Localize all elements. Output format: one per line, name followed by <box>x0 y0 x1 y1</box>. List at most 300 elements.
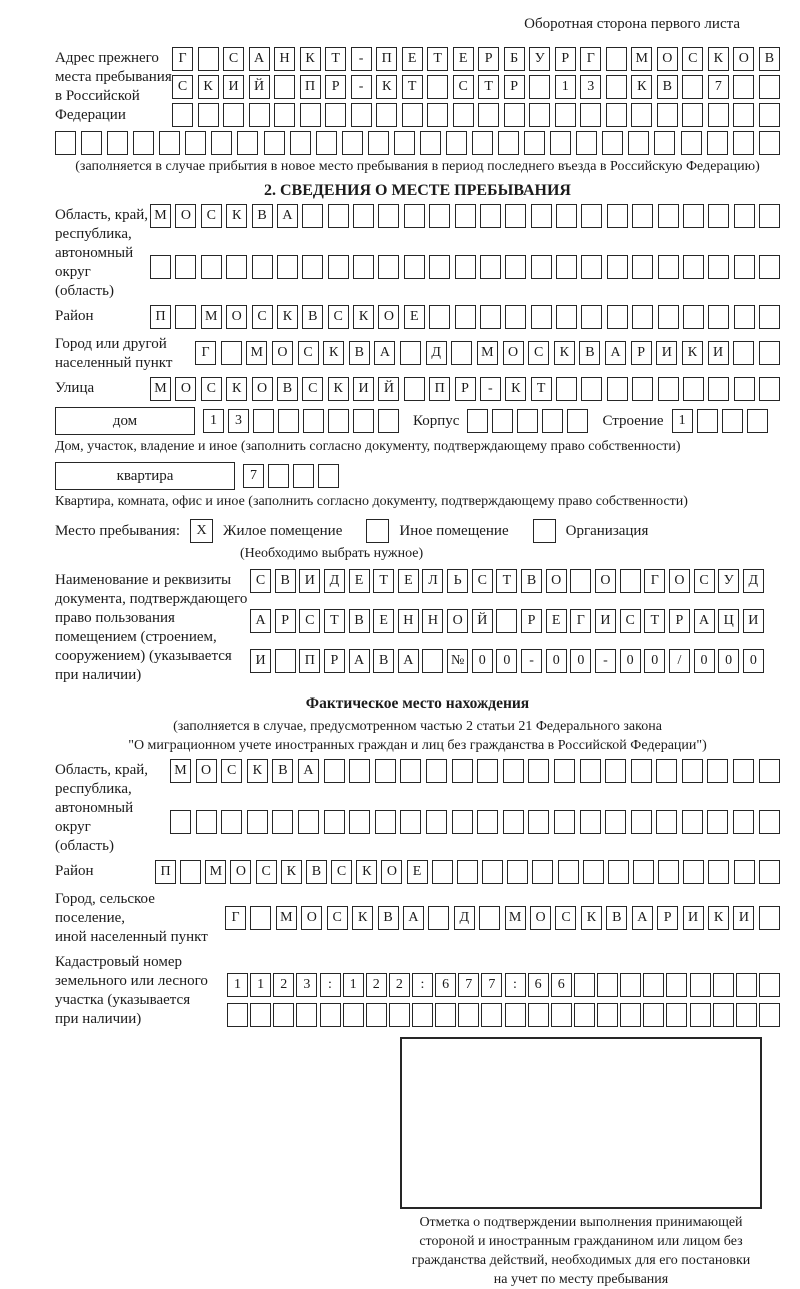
char-cell[interactable] <box>478 103 499 127</box>
char-cell[interactable] <box>296 1003 317 1027</box>
char-cell[interactable] <box>150 255 171 279</box>
char-cell[interactable]: К <box>323 341 344 365</box>
char-cell[interactable]: Т <box>402 75 423 99</box>
char-cell[interactable]: 0 <box>472 649 493 673</box>
char-cell[interactable]: М <box>477 341 498 365</box>
char-cell[interactable] <box>607 305 628 329</box>
char-cell[interactable]: В <box>759 47 780 71</box>
char-cell[interactable]: Е <box>373 609 394 633</box>
char-cell[interactable]: С <box>256 860 277 884</box>
char-cell[interactable] <box>531 305 552 329</box>
char-cell[interactable]: В <box>277 377 298 401</box>
char-cell[interactable] <box>683 860 704 884</box>
char-cell[interactable]: М <box>201 305 222 329</box>
char-cell[interactable]: И <box>708 341 729 365</box>
char-cell[interactable]: И <box>656 341 677 365</box>
char-cell[interactable]: К <box>505 377 526 401</box>
char-cell[interactable] <box>170 810 191 834</box>
char-cell[interactable] <box>455 204 476 228</box>
char-cell[interactable]: Р <box>324 649 345 673</box>
char-cell[interactable]: К <box>300 47 321 71</box>
char-cell[interactable] <box>302 255 323 279</box>
char-cell[interactable] <box>300 103 321 127</box>
char-cell[interactable] <box>631 759 652 783</box>
char-cell[interactable]: 7 <box>243 464 264 488</box>
char-cell[interactable]: О <box>226 305 247 329</box>
char-cell[interactable] <box>198 47 219 71</box>
char-cell[interactable] <box>290 131 311 155</box>
char-cell[interactable]: У <box>718 569 739 593</box>
char-cell[interactable]: Н <box>398 609 419 633</box>
char-cell[interactable] <box>320 1003 341 1027</box>
char-cell[interactable] <box>556 377 577 401</box>
char-cell[interactable] <box>759 341 780 365</box>
char-cell[interactable] <box>455 305 476 329</box>
char-cell[interactable]: О <box>530 906 551 930</box>
char-cell[interactable]: К <box>682 341 703 365</box>
char-cell[interactable]: П <box>376 47 397 71</box>
char-cell[interactable] <box>759 759 780 783</box>
char-cell[interactable]: 0 <box>644 649 665 673</box>
char-cell[interactable]: С <box>327 906 348 930</box>
char-cell[interactable] <box>504 103 525 127</box>
char-cell[interactable] <box>574 973 595 997</box>
char-cell[interactable]: О <box>595 569 616 593</box>
char-cell[interactable] <box>620 973 641 997</box>
char-cell[interactable]: 6 <box>528 973 549 997</box>
char-cell[interactable]: 3 <box>228 409 249 433</box>
char-cell[interactable] <box>734 204 755 228</box>
char-cell[interactable] <box>736 973 757 997</box>
char-cell[interactable] <box>268 464 289 488</box>
char-cell[interactable] <box>597 973 618 997</box>
char-cell[interactable] <box>643 973 664 997</box>
char-cell[interactable]: С <box>694 569 715 593</box>
char-cell[interactable]: Р <box>478 47 499 71</box>
char-cell[interactable] <box>570 569 591 593</box>
char-cell[interactable] <box>697 409 718 433</box>
char-cell[interactable]: 0 <box>743 649 764 673</box>
char-cell[interactable]: В <box>378 906 399 930</box>
char-cell[interactable] <box>426 759 447 783</box>
char-cell[interactable] <box>505 1003 526 1027</box>
char-cell[interactable]: К <box>352 906 373 930</box>
char-cell[interactable] <box>532 860 553 884</box>
char-cell[interactable]: И <box>223 75 244 99</box>
char-cell[interactable] <box>455 255 476 279</box>
char-cell[interactable]: С <box>472 569 493 593</box>
char-cell[interactable] <box>375 810 396 834</box>
char-cell[interactable] <box>211 131 232 155</box>
char-cell[interactable]: О <box>546 569 567 593</box>
char-cell[interactable]: Г <box>570 609 591 633</box>
char-cell[interactable]: М <box>205 860 226 884</box>
char-cell[interactable] <box>722 409 743 433</box>
char-cell[interactable] <box>429 255 450 279</box>
char-cell[interactable] <box>605 759 626 783</box>
char-cell[interactable]: Л <box>422 569 443 593</box>
char-cell[interactable]: 2 <box>273 973 294 997</box>
char-cell[interactable] <box>666 1003 687 1027</box>
char-cell[interactable]: С <box>682 47 703 71</box>
char-cell[interactable] <box>707 810 728 834</box>
char-cell[interactable] <box>682 759 703 783</box>
char-cell[interactable] <box>759 131 780 155</box>
char-cell[interactable] <box>426 810 447 834</box>
char-cell[interactable]: Д <box>324 569 345 593</box>
char-cell[interactable] <box>733 759 754 783</box>
char-cell[interactable]: Т <box>478 75 499 99</box>
char-cell[interactable] <box>656 810 677 834</box>
char-cell[interactable] <box>400 759 421 783</box>
char-cell[interactable]: / <box>669 649 690 673</box>
char-cell[interactable] <box>368 131 389 155</box>
char-cell[interactable]: К <box>631 75 652 99</box>
char-cell[interactable]: - <box>351 75 372 99</box>
char-cell[interactable] <box>554 759 575 783</box>
char-cell[interactable] <box>580 810 601 834</box>
char-cell[interactable] <box>429 204 450 228</box>
char-cell[interactable] <box>394 131 415 155</box>
char-cell[interactable] <box>376 103 397 127</box>
char-cell[interactable] <box>428 906 449 930</box>
char-cell[interactable]: О <box>381 860 402 884</box>
char-cell[interactable] <box>175 305 196 329</box>
char-cell[interactable]: О <box>669 569 690 593</box>
char-cell[interactable]: Е <box>404 305 425 329</box>
char-cell[interactable] <box>658 204 679 228</box>
char-cell[interactable]: - <box>480 377 501 401</box>
char-cell[interactable] <box>556 305 577 329</box>
char-cell[interactable]: О <box>196 759 217 783</box>
char-cell[interactable] <box>452 810 473 834</box>
char-cell[interactable] <box>606 75 627 99</box>
char-cell[interactable]: У <box>529 47 550 71</box>
char-cell[interactable]: В <box>252 204 273 228</box>
stay-option-residential-checkbox[interactable]: X <box>190 519 213 543</box>
char-cell[interactable] <box>606 47 627 71</box>
char-cell[interactable]: - <box>521 649 542 673</box>
char-cell[interactable] <box>264 131 285 155</box>
char-cell[interactable] <box>736 1003 757 1027</box>
char-cell[interactable]: К <box>581 906 602 930</box>
char-cell[interactable]: Б <box>504 47 525 71</box>
char-cell[interactable]: Й <box>472 609 493 633</box>
char-cell[interactable]: Н <box>274 47 295 71</box>
char-cell[interactable]: А <box>250 609 271 633</box>
char-cell[interactable]: А <box>349 649 370 673</box>
char-cell[interactable]: В <box>349 609 370 633</box>
char-cell[interactable] <box>452 759 473 783</box>
char-cell[interactable] <box>366 1003 387 1027</box>
char-cell[interactable] <box>505 204 526 228</box>
char-cell[interactable]: П <box>155 860 176 884</box>
char-cell[interactable] <box>272 810 293 834</box>
char-cell[interactable] <box>759 810 780 834</box>
char-cell[interactable]: Т <box>531 377 552 401</box>
char-cell[interactable] <box>328 255 349 279</box>
char-cell[interactable] <box>759 860 780 884</box>
char-cell[interactable] <box>657 103 678 127</box>
char-cell[interactable] <box>759 305 780 329</box>
char-cell[interactable] <box>351 103 372 127</box>
char-cell[interactable] <box>328 204 349 228</box>
char-cell[interactable] <box>632 305 653 329</box>
char-cell[interactable] <box>81 131 102 155</box>
char-cell[interactable] <box>353 255 374 279</box>
char-cell[interactable]: О <box>272 341 293 365</box>
char-cell[interactable] <box>631 810 652 834</box>
char-cell[interactable] <box>343 1003 364 1027</box>
char-cell[interactable]: Г <box>644 569 665 593</box>
char-cell[interactable] <box>250 906 271 930</box>
char-cell[interactable]: 3 <box>580 75 601 99</box>
char-cell[interactable]: В <box>275 569 296 593</box>
char-cell[interactable]: Р <box>455 377 476 401</box>
char-cell[interactable] <box>412 1003 433 1027</box>
char-cell[interactable] <box>277 255 298 279</box>
char-cell[interactable] <box>759 103 780 127</box>
char-cell[interactable] <box>643 1003 664 1027</box>
char-cell[interactable] <box>378 255 399 279</box>
char-cell[interactable]: 2 <box>389 973 410 997</box>
char-cell[interactable]: Р <box>275 609 296 633</box>
char-cell[interactable]: А <box>403 906 424 930</box>
char-cell[interactable]: М <box>276 906 297 930</box>
char-cell[interactable] <box>226 255 247 279</box>
char-cell[interactable] <box>198 103 219 127</box>
char-cell[interactable] <box>708 860 729 884</box>
char-cell[interactable]: М <box>505 906 526 930</box>
char-cell[interactable] <box>631 103 652 127</box>
char-cell[interactable] <box>492 409 513 433</box>
char-cell[interactable]: В <box>272 759 293 783</box>
char-cell[interactable] <box>298 810 319 834</box>
char-cell[interactable]: : <box>320 973 341 997</box>
char-cell[interactable] <box>480 204 501 228</box>
char-cell[interactable]: Т <box>427 47 448 71</box>
char-cell[interactable] <box>293 464 314 488</box>
char-cell[interactable] <box>656 759 677 783</box>
char-cell[interactable]: 2 <box>366 973 387 997</box>
stay-option-other-checkbox[interactable] <box>366 519 389 543</box>
char-cell[interactable] <box>713 1003 734 1027</box>
char-cell[interactable]: П <box>429 377 450 401</box>
char-cell[interactable] <box>274 75 295 99</box>
char-cell[interactable] <box>580 103 601 127</box>
char-cell[interactable]: К <box>226 204 247 228</box>
char-cell[interactable]: Т <box>325 47 346 71</box>
char-cell[interactable] <box>734 860 755 884</box>
char-cell[interactable] <box>734 377 755 401</box>
char-cell[interactable]: С <box>172 75 193 99</box>
char-cell[interactable]: 7 <box>458 973 479 997</box>
char-cell[interactable]: С <box>201 377 222 401</box>
char-cell[interactable]: В <box>521 569 542 593</box>
char-cell[interactable]: О <box>175 377 196 401</box>
char-cell[interactable]: Ь <box>447 569 468 593</box>
char-cell[interactable] <box>467 409 488 433</box>
char-cell[interactable] <box>529 103 550 127</box>
char-cell[interactable]: 1 <box>250 973 271 997</box>
char-cell[interactable] <box>505 305 526 329</box>
char-cell[interactable] <box>482 860 503 884</box>
char-cell[interactable] <box>759 1003 780 1027</box>
char-cell[interactable] <box>759 75 780 99</box>
char-cell[interactable] <box>353 204 374 228</box>
char-cell[interactable] <box>607 204 628 228</box>
char-cell[interactable]: № <box>447 649 468 673</box>
char-cell[interactable]: И <box>353 377 374 401</box>
char-cell[interactable] <box>583 860 604 884</box>
char-cell[interactable]: С <box>620 609 641 633</box>
char-cell[interactable]: Д <box>743 569 764 593</box>
char-cell[interactable] <box>453 103 474 127</box>
char-cell[interactable]: К <box>356 860 377 884</box>
char-cell[interactable]: О <box>252 377 273 401</box>
char-cell[interactable]: С <box>298 341 319 365</box>
char-cell[interactable] <box>429 305 450 329</box>
char-cell[interactable] <box>435 1003 456 1027</box>
char-cell[interactable] <box>733 810 754 834</box>
char-cell[interactable] <box>542 409 563 433</box>
char-cell[interactable] <box>427 75 448 99</box>
char-cell[interactable]: Р <box>669 609 690 633</box>
char-cell[interactable]: Е <box>402 47 423 71</box>
char-cell[interactable] <box>658 860 679 884</box>
char-cell[interactable]: А <box>605 341 626 365</box>
char-cell[interactable] <box>707 131 728 155</box>
char-cell[interactable] <box>551 1003 572 1027</box>
char-cell[interactable] <box>422 649 443 673</box>
char-cell[interactable] <box>708 103 729 127</box>
char-cell[interactable]: И <box>743 609 764 633</box>
char-cell[interactable]: С <box>528 341 549 365</box>
char-cell[interactable]: 6 <box>551 973 572 997</box>
char-cell[interactable] <box>733 75 754 99</box>
char-cell[interactable] <box>707 759 728 783</box>
char-cell[interactable]: 0 <box>694 649 715 673</box>
char-cell[interactable] <box>574 1003 595 1027</box>
char-cell[interactable] <box>223 103 244 127</box>
char-cell[interactable]: 0 <box>620 649 641 673</box>
char-cell[interactable]: - <box>595 649 616 673</box>
char-cell[interactable] <box>342 131 363 155</box>
char-cell[interactable] <box>759 377 780 401</box>
char-cell[interactable] <box>581 377 602 401</box>
char-cell[interactable] <box>681 131 702 155</box>
char-cell[interactable]: А <box>398 649 419 673</box>
char-cell[interactable] <box>620 569 641 593</box>
char-cell[interactable]: Д <box>454 906 475 930</box>
char-cell[interactable]: А <box>277 204 298 228</box>
char-cell[interactable]: И <box>299 569 320 593</box>
char-cell[interactable]: В <box>306 860 327 884</box>
char-cell[interactable]: Т <box>644 609 665 633</box>
char-cell[interactable] <box>252 255 273 279</box>
char-cell[interactable] <box>328 409 349 433</box>
char-cell[interactable] <box>581 255 602 279</box>
char-cell[interactable] <box>531 204 552 228</box>
char-cell[interactable] <box>555 103 576 127</box>
char-cell[interactable]: 1 <box>555 75 576 99</box>
char-cell[interactable]: К <box>226 377 247 401</box>
char-cell[interactable]: Е <box>546 609 567 633</box>
char-cell[interactable] <box>278 409 299 433</box>
char-cell[interactable]: Г <box>225 906 246 930</box>
char-cell[interactable]: С <box>250 569 271 593</box>
char-cell[interactable] <box>528 1003 549 1027</box>
char-cell[interactable] <box>528 759 549 783</box>
char-cell[interactable] <box>759 973 780 997</box>
char-cell[interactable] <box>602 131 623 155</box>
char-cell[interactable]: 1 <box>227 973 248 997</box>
char-cell[interactable]: Е <box>407 860 428 884</box>
char-cell[interactable]: С <box>221 759 242 783</box>
char-cell[interactable] <box>713 973 734 997</box>
char-cell[interactable] <box>628 131 649 155</box>
char-cell[interactable] <box>733 103 754 127</box>
char-cell[interactable] <box>524 131 545 155</box>
char-cell[interactable] <box>529 75 550 99</box>
char-cell[interactable]: О <box>175 204 196 228</box>
char-cell[interactable] <box>402 103 423 127</box>
char-cell[interactable]: Г <box>195 341 216 365</box>
char-cell[interactable] <box>503 810 524 834</box>
char-cell[interactable]: О <box>503 341 524 365</box>
char-cell[interactable]: О <box>447 609 468 633</box>
char-cell[interactable]: П <box>299 649 320 673</box>
char-cell[interactable]: О <box>301 906 322 930</box>
char-cell[interactable] <box>734 255 755 279</box>
char-cell[interactable]: 3 <box>296 973 317 997</box>
char-cell[interactable]: А <box>249 47 270 71</box>
char-cell[interactable] <box>480 255 501 279</box>
char-cell[interactable] <box>633 860 654 884</box>
char-cell[interactable] <box>759 204 780 228</box>
char-cell[interactable] <box>605 810 626 834</box>
char-cell[interactable] <box>682 810 703 834</box>
char-cell[interactable]: А <box>694 609 715 633</box>
char-cell[interactable] <box>349 810 370 834</box>
char-cell[interactable]: 0 <box>546 649 567 673</box>
char-cell[interactable]: О <box>733 47 754 71</box>
char-cell[interactable]: С <box>223 47 244 71</box>
char-cell[interactable] <box>227 1003 248 1027</box>
char-cell[interactable]: 1 <box>343 973 364 997</box>
char-cell[interactable]: П <box>300 75 321 99</box>
char-cell[interactable] <box>389 1003 410 1027</box>
char-cell[interactable] <box>247 810 268 834</box>
char-cell[interactable]: К <box>708 47 729 71</box>
char-cell[interactable] <box>404 377 425 401</box>
char-cell[interactable]: А <box>298 759 319 783</box>
char-cell[interactable]: Р <box>657 906 678 930</box>
char-cell[interactable] <box>274 103 295 127</box>
char-cell[interactable]: К <box>198 75 219 99</box>
char-cell[interactable]: Р <box>555 47 576 71</box>
char-cell[interactable] <box>221 341 242 365</box>
char-cell[interactable] <box>733 131 754 155</box>
char-cell[interactable] <box>620 1003 641 1027</box>
char-cell[interactable] <box>683 255 704 279</box>
char-cell[interactable] <box>580 759 601 783</box>
char-cell[interactable]: О <box>378 305 399 329</box>
char-cell[interactable]: Ц <box>718 609 739 633</box>
char-cell[interactable]: : <box>505 973 526 997</box>
char-cell[interactable]: - <box>351 47 372 71</box>
char-cell[interactable] <box>404 204 425 228</box>
